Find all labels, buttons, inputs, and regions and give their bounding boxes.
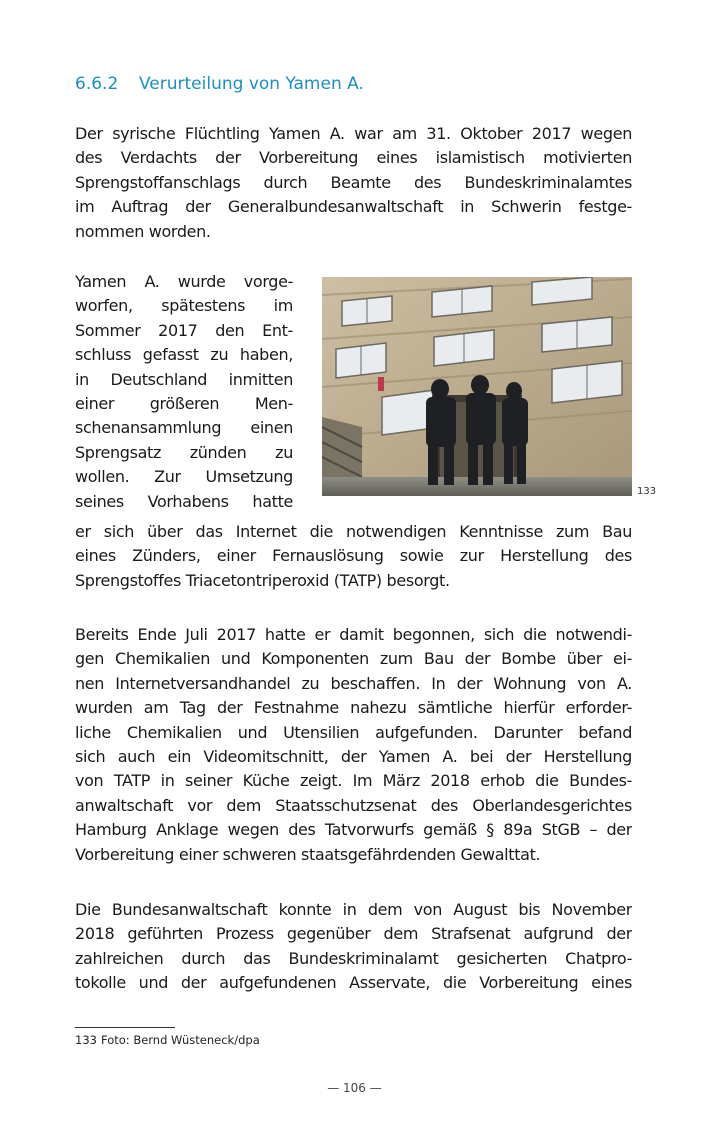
text-line: von TATP in seiner Küche zeigt. Im März 2018 erhob die Bundes- [75,771,632,791]
text-line: nommen worden. [75,221,211,241]
text-line: Die Bundesanwaltschaft konnte in dem von August bis November [75,900,632,919]
text-line: Bereits Ende Juli 2017 hatte er damit begonnen, sich die notwendi- [75,625,632,644]
text-line: Yamen A. wurde vorge- [75,272,293,291]
text-line: schenansammlung einen [75,418,293,438]
footnote-text: Foto: Bernd Wüsteneck/dpa [101,1033,260,1047]
text-line: 2018 geführten Prozess gegenüber dem Strafsenat aufgrund der [75,924,632,944]
text-line: Vorbereitung einer schweren staatsgefährdenden Gewalttat. [75,844,541,864]
text-line: nen Internetversandhandel zu beschaffen. In der Wohnung von A. [75,673,632,693]
paragraph-wrapped [75,270,293,514]
text-line: in Deutschland inmitten [75,369,293,389]
text-line: Der syrische Flüchtling Yamen A. war am 31. Oktober 2017 wegen [75,124,632,143]
footnote [75,1033,260,1047]
text-line: einer größeren Men- [75,394,293,414]
photo-footnote-marker: 133 [637,486,657,497]
text-line: gen Chemikalien und Komponenten zum Bau der Bombe über ei- [75,649,632,669]
paragraph [75,520,632,593]
text-line: Sprengstoffes Triacetontriperoxid (TATP) besorgt. [75,570,450,590]
footnote-divider [75,1027,175,1028]
text-line: tokolle und der aufgefundenen Asservate, die Vorbereitung eines [75,973,632,993]
text-line: Sommer 2017 den Ent- [75,320,293,340]
text-line: liche Chemikalien und Utensilien aufgefunden. Darunter befand [75,722,632,742]
text-line: wurden am Tag der Festnahme nahezu sämtliche hierfür erforder- [75,698,632,718]
section-number: 6.6.2 [75,74,119,94]
section-title: Verurteilung von Yamen A. [139,74,364,94]
building-police-photo [322,277,632,496]
paragraph [75,623,632,867]
text-line: im Auftrag der Generalbundesanwaltschaft in Schwerin festge- [75,197,632,217]
section-heading [75,72,635,96]
text-line: Hamburg Anklage wegen des Tatvorwurfs gemäß § 89a StGB – der [75,820,632,840]
text-line: worfen, spätestens im [75,296,293,316]
text-line: Sprengstoffanschlags durch Beamte des Bundeskriminalamtes [75,172,632,192]
news-photo [322,277,632,496]
text-line: des Verdachts der Vorbereitung eines islamistisch motivierten [75,148,632,168]
text-line: Sprengsatz zünden zu [75,442,293,462]
text-line: schluss gefasst zu haben, [75,345,293,365]
paragraph [75,122,632,244]
paragraph [75,898,632,996]
text-line: anwaltschaft vor dem Staatsschutzsenat des Oberlandesgerichtes [75,795,632,815]
text-line: wollen. Zur Umsetzung [75,467,293,487]
page-number: — 106 — [327,1081,382,1095]
text-line: zahlreichen durch das Bundeskriminalamt gesicherten Chatpro- [75,948,632,968]
text-line: eines Zünders, einer Fernauslösung sowie zur Herstellung des [75,546,632,566]
text-line: seines Vorhabens hatte [75,491,293,511]
text-line: er sich über das Internet die notwendigen Kenntnisse zum Bau [75,522,632,541]
text-line: sich auch ein Videomitschnitt, der Yamen A. bei der Herstellung [75,747,632,767]
footnote-number: 133 [75,1033,97,1047]
